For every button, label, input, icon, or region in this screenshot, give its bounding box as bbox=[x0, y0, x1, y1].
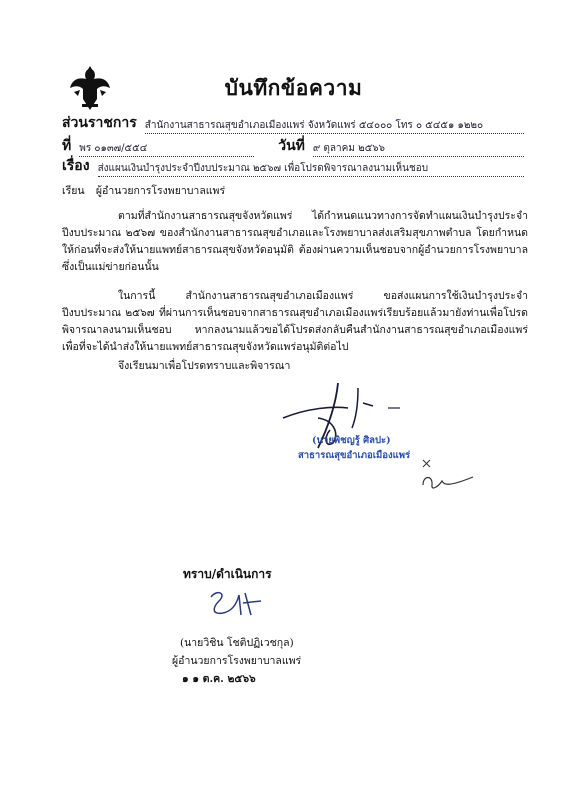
director-name: (นายวิชิน โชติปฏิเวชกุล) bbox=[180, 637, 294, 649]
ref-date-row bbox=[62, 137, 524, 157]
agency-row bbox=[62, 114, 524, 134]
director-signature-scribble bbox=[203, 585, 273, 625]
paragraph-2: ในการนี้ สำนักงานสาธารณสุขอำเภอเมืองแพร่ ขอส่งแผนการใช้เงินบำรุงประจำปีงบประมาณ ๒๕๖๗ ที่ผ่านการเห็นชอบจากสาธารณสุขอำเภอเมืองแพร่เรียบร้อยแล้วมายังท่านเพื่อโปรดพิจารณาลงนามเห็นชอบ หากลงนามแล้วขอได้โปรดส่งกลับคืนสำนักงานสาธารณสุขอำเภอเมืองแพร่ เพื่อที่จะได้นำส่งให้นายแพทย์สาธารณสุขจังหวัดแพร่อนุมัติต่อไป bbox=[62, 290, 528, 353]
signer-position-stamp: สาธารณสุขอำเภอเมืองแพร่ bbox=[298, 450, 411, 461]
initial-scribble bbox=[418, 455, 478, 495]
endorsement-note: ทราบ/ดำเนินการ bbox=[183, 567, 272, 581]
agency-value: สำนักงานสาธารณสุขอำเภอเมืองแพร่ จังหวัดแพร่ ๕๔๐๐๐ โทร ๐ ๕๔๕๑ ๑๒๒๐ bbox=[145, 118, 524, 134]
to-value: ผู้อำนวยการโรงพยาบาลแพร่ bbox=[95, 185, 226, 197]
subject-row bbox=[62, 157, 524, 177]
agency-label: ส่วนราชการ bbox=[62, 115, 137, 131]
to-label: เรียน bbox=[62, 185, 85, 197]
date-label: วันที่ bbox=[278, 138, 305, 154]
memo-title: บันทึกข้อความ bbox=[224, 75, 363, 100]
director-position: ผู้อำนวยการโรงพยาบาลแพร่ bbox=[172, 655, 302, 667]
ref-value: พร ๐๑๓๗/๕๕๔ bbox=[79, 141, 254, 157]
ref-label: ที่ bbox=[62, 138, 72, 154]
paragraph-1: ตามที่สำนักงานสาธารณสุขจังหวัดแพร่ ได้กำหนดแนวทางการจัดทำแผนเงินบำรุงประจำปีงบประมาณ ๒๕๖๗ ของสำนักงานสาธารณสุขอำเภอและโรงพยาบาลส่งเสริมสุขภาพตำบล โดยกำหนดให้ก่อนที่จะส่งให้นายแพทย์สาธารณสุขจังหวัดอนุมัติ ต้องผ่านความเห็นชอบจากผู้อำนวยการโรงพยาบาลซึ่งเป็นแม่ข่ายก่อนนั้น bbox=[62, 210, 528, 273]
salutation bbox=[62, 183, 225, 200]
subject-label: เรื่อง bbox=[62, 158, 90, 174]
endorsement-date: ๑ ๑ ต.ค. ๒๕๖๖ bbox=[182, 673, 256, 685]
closing-line: จึงเรียนมาเพื่อโปรดทราบและพิจารณา bbox=[118, 360, 291, 372]
signer-name-stamp: (นายพิชญรู้ ศิลปะ) bbox=[312, 435, 391, 446]
date-value: ๙ ตุลาคม ๒๕๖๖ bbox=[313, 141, 524, 157]
subject-value: ส่งแผนเงินบำรุงประจำปีงบประมาณ ๒๕๖๗ เพื่อโปรดพิจารณาลงนามเห็นชอบ bbox=[98, 161, 524, 177]
